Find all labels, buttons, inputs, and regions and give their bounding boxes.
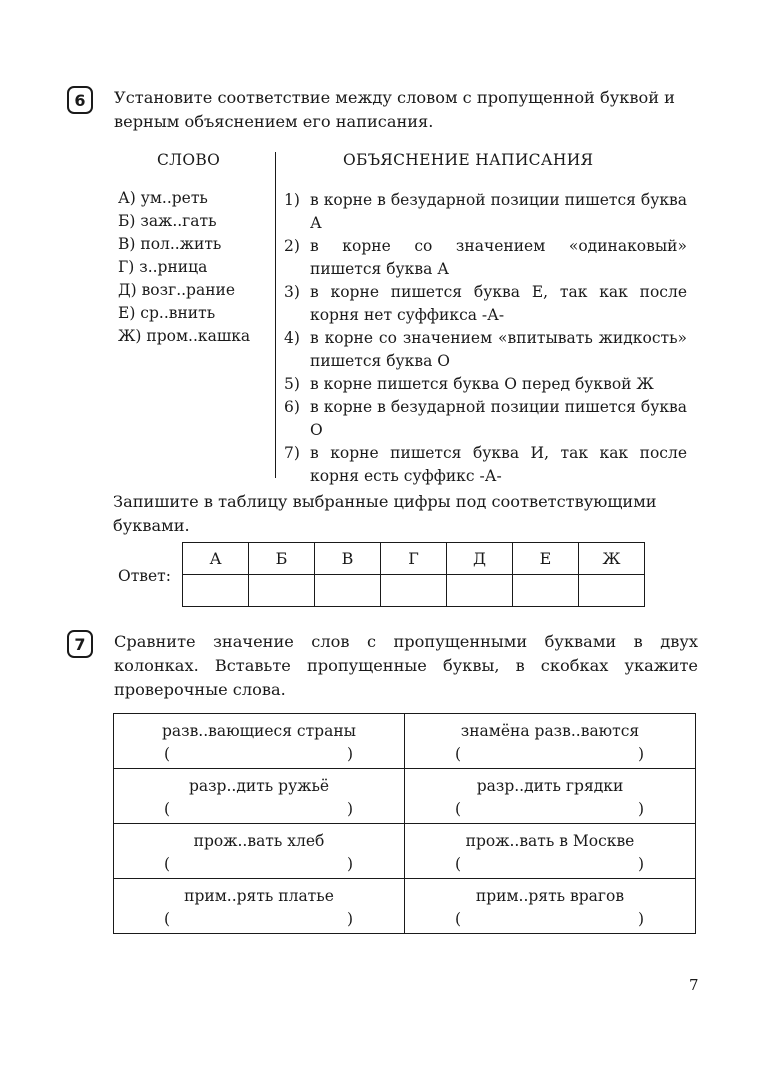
word-item: Г) з..рница: [118, 258, 208, 276]
task-6-instruction: Запишите в таблицу выбранные цифры под соответствующими буквами.: [113, 492, 657, 535]
comparison-row: [114, 769, 696, 824]
explanation-number: 1): [284, 191, 300, 209]
comparison-cell[interactable]: [114, 824, 405, 879]
phrase-text: знамёна разв..ваются: [460, 722, 640, 740]
explanation-text: в корне в безударной позиции пишется буква А: [310, 191, 687, 232]
comparison-cell[interactable]: [405, 879, 696, 934]
page-number: 7: [689, 976, 699, 994]
answer-cell-e[interactable]: [513, 575, 579, 607]
explanation-number: 2): [284, 237, 300, 255]
answer-letter: Д: [447, 543, 513, 575]
comparison-cell[interactable]: [405, 769, 696, 824]
task-6-number: 6: [67, 86, 93, 114]
explanation-number: 4): [284, 329, 300, 347]
phrase-text: прим..рять врагов: [475, 887, 625, 905]
open-paren: (: [455, 910, 462, 928]
close-paren: ): [347, 910, 354, 928]
comparison-row: [114, 824, 696, 879]
word-item: Б) заж..гать: [118, 212, 217, 230]
answer-table: [182, 542, 645, 607]
answer-cell-b[interactable]: [249, 575, 315, 607]
column-header-explanation: ОБЪЯСНЕНИЕ НАПИСАНИЯ: [343, 151, 594, 169]
close-paren: ): [347, 800, 354, 818]
comparison-row: [114, 879, 696, 934]
answer-letter: Б: [249, 543, 315, 575]
comparison-cell[interactable]: [405, 714, 696, 769]
comparison-cell[interactable]: [114, 879, 405, 934]
word-item: В) пол..жить: [118, 235, 222, 253]
open-paren: (: [455, 800, 462, 818]
explanation-text: в корне со значением «впитывать жидкость» пишется буква О: [310, 329, 687, 370]
explanation-text: в корне пишется буква О перед буквой Ж: [310, 375, 654, 393]
explanation-number: 6): [284, 398, 300, 416]
explanation-text: в корне со значением «одинаковый» пишется буква А: [310, 237, 687, 278]
answer-cell-v[interactable]: [315, 575, 381, 607]
explanation-item: [284, 396, 687, 442]
answer-cell-a[interactable]: [183, 575, 249, 607]
open-paren: (: [164, 800, 171, 818]
explanation-text: в корне в безударной позиции пишется буква О: [310, 398, 687, 439]
answer-cell-g[interactable]: [381, 575, 447, 607]
comparison-row: [114, 714, 696, 769]
open-paren: (: [164, 855, 171, 873]
close-paren: ): [638, 745, 645, 763]
explanation-text: в корне пишется буква Е, так как после корня нет суффикса -А-: [310, 283, 687, 324]
open-paren: (: [164, 745, 171, 763]
comparison-cell[interactable]: [114, 714, 405, 769]
word-item: Ж) пром..кашка: [118, 327, 251, 345]
answer-label: Ответ:: [118, 567, 171, 585]
close-paren: ): [638, 910, 645, 928]
explanation-text: в корне пишется буква И, так как после корня есть суффикс -А-: [310, 444, 687, 485]
comparison-table: [113, 713, 696, 934]
explanation-item: [284, 281, 687, 327]
word-item: Д) возг..рание: [118, 281, 236, 299]
answer-input-row: [183, 575, 645, 607]
comparison-cell[interactable]: [405, 824, 696, 879]
phrase-text: разр..дить грядки: [476, 777, 624, 795]
task-7-number: 7: [67, 630, 93, 658]
answer-letter: А: [183, 543, 249, 575]
explanation-item: [284, 327, 687, 373]
close-paren: ): [347, 855, 354, 873]
explanation-number: 7): [284, 444, 300, 462]
close-paren: ): [347, 745, 354, 763]
answer-letter: Е: [513, 543, 579, 575]
word-item: Е) ср..внить: [118, 304, 216, 322]
explanation-item: [284, 235, 687, 281]
close-paren: ): [638, 855, 645, 873]
open-paren: (: [455, 855, 462, 873]
answer-letter: В: [315, 543, 381, 575]
explanation-item: [284, 189, 687, 235]
column-divider: [275, 152, 276, 478]
open-paren: (: [455, 745, 462, 763]
explanation-item: [284, 442, 687, 488]
explanation-number: 5): [284, 375, 300, 393]
answer-letter: Ж: [579, 543, 645, 575]
phrase-text: разв..вающиеся страны: [161, 722, 357, 740]
column-header-word: СЛОВО: [157, 151, 221, 169]
answer-cell-d[interactable]: [447, 575, 513, 607]
answer-cell-zh[interactable]: [579, 575, 645, 607]
word-item: А) ум..реть: [118, 189, 208, 207]
task-6-prompt: Установите соответствие между словом с пропущенной буквой и верным объяснением его написания.: [114, 88, 675, 131]
comparison-cell[interactable]: [114, 769, 405, 824]
open-paren: (: [164, 910, 171, 928]
phrase-text: прож..вать в Москве: [465, 832, 635, 850]
phrase-text: прим..рять платье: [184, 887, 334, 905]
task-7-prompt: Сравните значение слов с пропущенными буквами в двух колонках. Вставьте пропущенные буквы, в скобках укажите проверочные слова.: [114, 632, 698, 699]
close-paren: ): [638, 800, 645, 818]
answer-letters-row: [183, 543, 645, 575]
phrase-text: разр..дить ружьё: [188, 777, 330, 795]
phrase-text: прож..вать хлеб: [193, 832, 325, 850]
explanation-number: 3): [284, 283, 300, 301]
answer-letter: Г: [381, 543, 447, 575]
explanation-item: [284, 373, 687, 396]
